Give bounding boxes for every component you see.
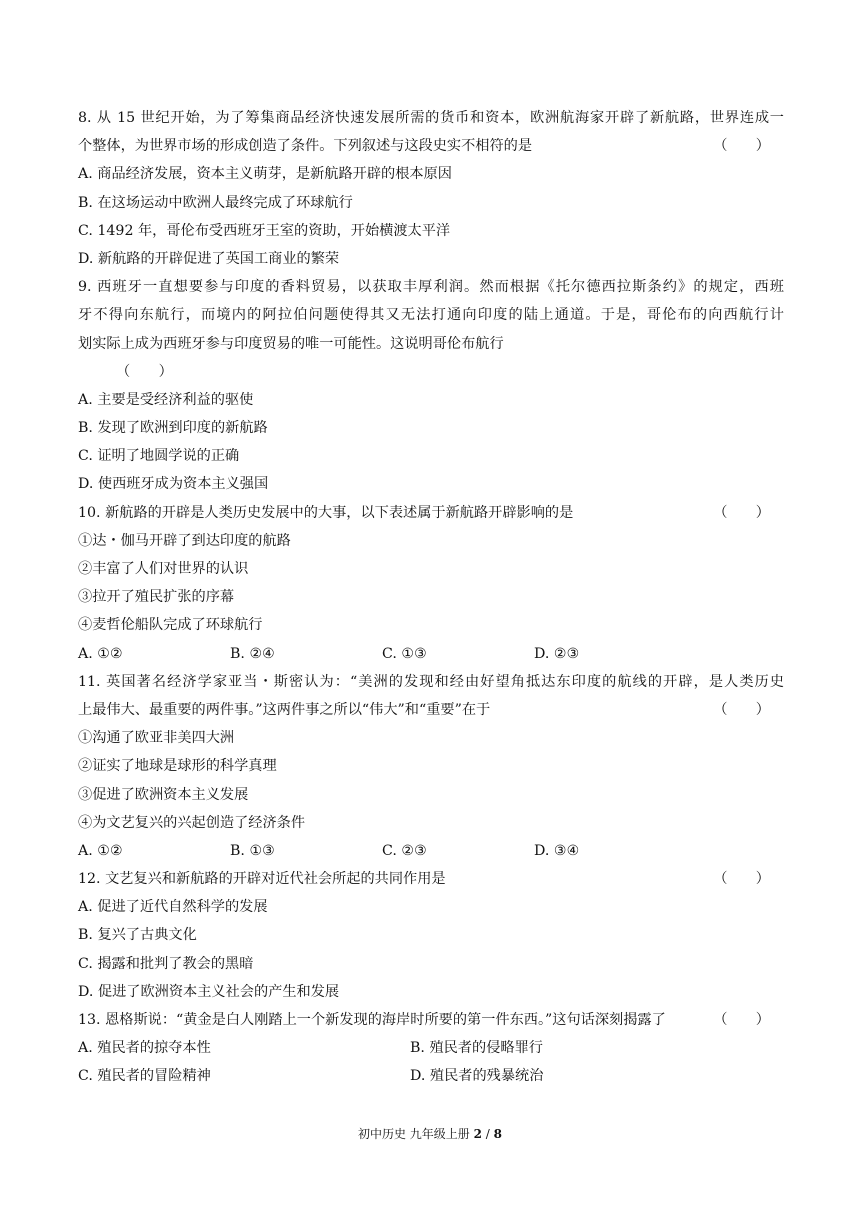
options-row <box>78 1034 784 1062</box>
answer-bracket: （ ） <box>116 363 173 380</box>
option-a: A. 殖民者的掠夺本性 <box>78 1040 211 1057</box>
answer-bracket: （ ） <box>713 138 770 155</box>
option-a: A. 主要是受经济利益的驱使 <box>78 391 254 408</box>
option-d: D. 殖民者的残暴统治 <box>410 1068 544 1085</box>
statement-item: ③促进了欧洲资本主义发展 <box>78 786 249 803</box>
option-a: A. 商品经济发展，资本主义萌芽，是新航路开辟的根本原因 <box>78 166 452 183</box>
question-text: 11. 英国著名经济学家亚当・斯密认为：“美洲的发现和经由好望角抵达东印度的航线的开辟，是人类历史 <box>78 673 784 690</box>
answer-bracket: （ ） <box>713 871 770 888</box>
question-text-end <box>78 865 784 893</box>
question-text: 10. 新航路的开辟是人类历史发展中的大事，以下表述属于新航路开辟影响的是 <box>78 504 574 521</box>
question-12 <box>78 865 784 1006</box>
option-c: C. ②③ <box>382 842 427 859</box>
question-9 <box>78 273 784 499</box>
question-text-end <box>78 499 784 527</box>
page-number-total: 8 <box>493 1127 503 1141</box>
option-d: D. 使西班牙成为资本主义强国 <box>78 476 269 493</box>
option-d: D. 新航路的开辟促进了英国工商业的繁荣 <box>78 250 340 267</box>
question-text: 12. 文艺复兴和新航路的开辟对近代社会所起的共同作用是 <box>78 871 446 888</box>
option-c: C. 1492 年，哥伦布受西班牙王室的资助，开始横渡太平洋 <box>78 222 451 239</box>
question-text: 13. 恩格斯说：“黄金是白人刚踏上一个新发现的海岸时所要的第一件东西。”这句话深刻揭露了 <box>78 1012 666 1028</box>
option-b: B. 发现了欧洲到印度的新航路 <box>78 420 268 437</box>
question-text: 9. 西班牙一直想要参与印度的香料贸易，以获取丰厚利润。然而根据《托尔德西拉斯条约》的规定，西班 <box>78 279 784 296</box>
question-text-end <box>78 1006 784 1034</box>
statement-item: ③拉开了殖民扩张的序幕 <box>78 589 235 606</box>
statement-item: ④麦哲伦船队完成了环球航行 <box>78 617 263 634</box>
option-d: D. 促进了欧洲资本主义社会的产生和发展 <box>78 983 340 1000</box>
page-footer <box>0 1126 860 1142</box>
option-a: A. 促进了近代自然科学的发展 <box>78 899 268 916</box>
option-c: C. 证明了地圆学说的正确 <box>78 448 240 465</box>
option-c: C. 揭露和批判了教会的黑暗 <box>78 955 254 972</box>
question-text: 上最伟大、最重要的两件事。”这两件事之所以“伟大”和“重要”在于 <box>78 701 491 718</box>
statement-item: ①达・伽马开辟了到达印度的航路 <box>78 532 291 549</box>
page-number-separator: / <box>481 1127 494 1141</box>
footer-label: 初中历史 九年级上册 <box>357 1127 470 1141</box>
statement-item: ①沟通了欧亚非美四大洲 <box>78 730 235 747</box>
statement-item: ②证实了地球是球形的科学真理 <box>78 758 277 775</box>
question-text: 牙不得向东航行，而境内的阿拉伯问题使得其又无法打通向印度的陆上通道。于是，哥伦布的向西航行计 <box>78 307 784 324</box>
option-a: A. ①② <box>78 645 123 662</box>
question-8 <box>78 104 784 273</box>
option-b: B. 在这场运动中欧洲人最终完成了环球航行 <box>78 194 353 211</box>
option-c: C. ①③ <box>382 645 427 662</box>
statement-item: ④为文艺复兴的兴起创造了经济条件 <box>78 814 306 831</box>
question-text: 个整体，为世界市场的形成创造了条件。下列叙述与这段史实不相符的是 <box>78 138 533 155</box>
question-11 <box>78 668 784 865</box>
question-text-end <box>78 132 784 160</box>
question-text-end <box>78 696 784 724</box>
answer-bracket: （ ） <box>713 1012 770 1028</box>
options-row <box>78 640 784 668</box>
option-b: B. 殖民者的侵略罪行 <box>410 1040 543 1057</box>
question-13 <box>78 1006 784 1091</box>
answer-bracket: （ ） <box>713 701 770 718</box>
question-list <box>78 104 784 1091</box>
question-text: 划实际上成为西班牙参与印度贸易的唯一可能性。这说明哥伦布航行 <box>78 335 504 352</box>
statement-item: ②丰富了人们对世界的认识 <box>78 561 249 577</box>
page-number-current: 2 <box>473 1127 482 1141</box>
question-text: 8. 从 15 世纪开始，为了筹集商品经济快速发展所需的货币和资本，欧洲航海家开辟了新航路，世界连成一 <box>78 110 784 126</box>
option-d: D. ③④ <box>534 842 580 859</box>
option-b: B. ①③ <box>230 842 275 859</box>
option-c: C. 殖民者的冒险精神 <box>78 1068 211 1085</box>
option-a: A. ①② <box>78 842 123 859</box>
options-row <box>78 1062 784 1090</box>
options-row <box>78 837 784 865</box>
option-d: D. ②③ <box>534 645 580 662</box>
answer-bracket: （ ） <box>713 504 770 521</box>
option-b: B. ②④ <box>230 645 275 662</box>
question-10 <box>78 499 784 668</box>
option-b: B. 复兴了古典文化 <box>78 927 197 944</box>
